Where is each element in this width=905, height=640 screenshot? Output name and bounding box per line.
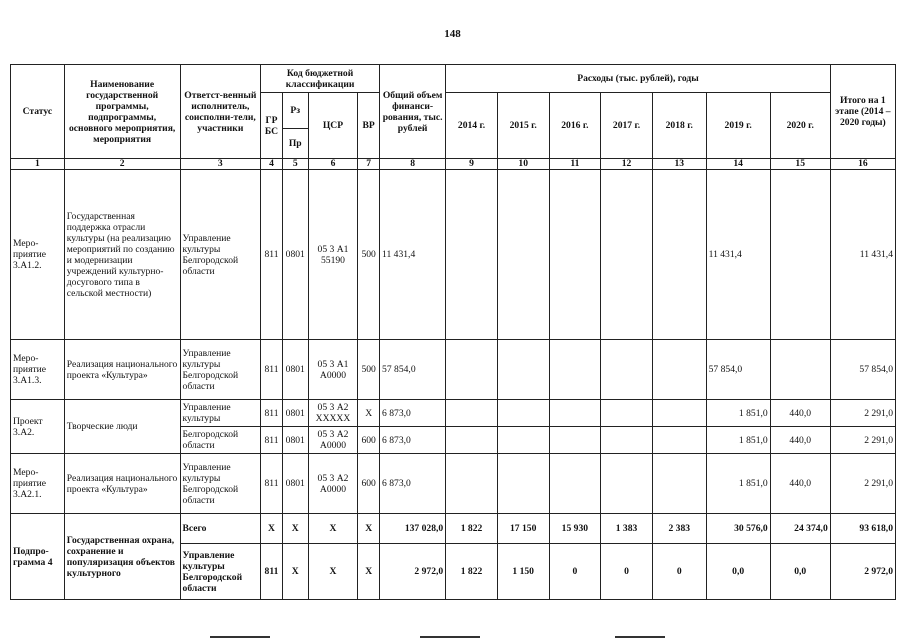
row-status: Подпро-грамма 4: [11, 514, 65, 600]
column-number: 14: [706, 159, 770, 170]
header-rz: Рз: [282, 93, 308, 129]
row-responsible: Управление культуры Белгородской области: [180, 340, 261, 400]
header-budget-code: Код бюджетной классификации: [261, 65, 380, 93]
row-vr: 600: [358, 454, 380, 514]
row-responsible: Управление культуры: [180, 400, 261, 427]
row-name: Творческие люди: [64, 400, 180, 454]
row-status: Проект 3.А2.: [11, 400, 65, 454]
row-total: 6 873,0: [380, 454, 446, 514]
row-2017: 1 383: [601, 514, 653, 544]
row-2016: [549, 170, 601, 340]
row-csr: Х: [308, 514, 358, 544]
row-2017: [601, 400, 653, 427]
row-vr: 500: [358, 340, 380, 400]
column-number: 1: [11, 159, 65, 170]
row-2014: 1 822: [446, 514, 498, 544]
row-2014: [446, 340, 498, 400]
row-2019: 0,0: [706, 544, 770, 600]
row-2015: [497, 454, 549, 514]
row-2014: 1 822: [446, 544, 498, 600]
row-2015: [497, 400, 549, 427]
column-number: 4: [261, 159, 283, 170]
header-year-2020: 2020 г.: [770, 93, 830, 159]
row-2019: 30 576,0: [706, 514, 770, 544]
row-vr: 600: [358, 427, 380, 454]
row-2020: 440,0: [770, 427, 830, 454]
row-responsible: Управление культуры Белгородской области: [180, 170, 261, 340]
row-responsible: Управление культуры Белгородской области: [180, 544, 261, 600]
column-number: 13: [652, 159, 706, 170]
row-responsible: Управление культуры Белгородской области: [180, 454, 261, 514]
row-2014: [446, 170, 498, 340]
row-2018: [652, 454, 706, 514]
row-rzpr: 0801: [282, 340, 308, 400]
row-stage-total: 57 854,0: [830, 340, 895, 400]
column-number: 15: [770, 159, 830, 170]
row-2015: [497, 340, 549, 400]
row-2015: [497, 427, 549, 454]
column-number: 2: [64, 159, 180, 170]
row-name: Реализация национального проекта «Культура»: [64, 340, 180, 400]
row-status: Меро-приятие 3.А1.3.: [11, 340, 65, 400]
row-status: Меро-приятие 3.А2.1.: [11, 454, 65, 514]
header-name: Наименование государственной программы, подпрограммы, основного мероприятия, мероприятия: [64, 65, 180, 159]
row-vr: Х: [358, 514, 380, 544]
budget-table: [10, 64, 896, 600]
header-year-2018: 2018 г.: [652, 93, 706, 159]
row-csr: 05 3 А1 55190: [308, 170, 358, 340]
row-2019: 1 851,0: [706, 400, 770, 427]
column-number: 16: [830, 159, 895, 170]
header-total-stage: Итого на 1 этапе (2014 – 2020 годы): [830, 65, 895, 159]
row-2019: 1 851,0: [706, 454, 770, 514]
header-year-2015: 2015 г.: [497, 93, 549, 159]
row-2015: [497, 170, 549, 340]
header-vr: ВР: [358, 93, 380, 159]
header-csr: ЦСР: [308, 93, 358, 159]
row-vr: Х: [358, 400, 380, 427]
row-2017: [601, 427, 653, 454]
row-2015: 17 150: [497, 514, 549, 544]
row-grbs: 811: [261, 340, 283, 400]
row-2018: [652, 400, 706, 427]
row-csr: 05 3 А2 А0000: [308, 427, 358, 454]
row-vr: Х: [358, 544, 380, 600]
row-total: 57 854,0: [380, 340, 446, 400]
row-2016: [549, 427, 601, 454]
header-year-2014: 2014 г.: [446, 93, 498, 159]
row-rzpr: Х: [282, 514, 308, 544]
row-rzpr: 0801: [282, 454, 308, 514]
header-year-2016: 2016 г.: [549, 93, 601, 159]
row-status: Меро-приятие 3.А1.2.: [11, 170, 65, 340]
row-grbs: 811: [261, 544, 283, 600]
row-total: 6 873,0: [380, 400, 446, 427]
row-2020: 440,0: [770, 400, 830, 427]
table-row: [11, 170, 896, 340]
row-grbs: Х: [261, 514, 283, 544]
row-2020: 440,0: [770, 454, 830, 514]
row-csr: 05 3 А2 А0000: [308, 454, 358, 514]
row-grbs: 811: [261, 427, 283, 454]
header-year-2017: 2017 г.: [601, 93, 653, 159]
header-responsible: Ответст-венный исполнитель, соисполни-тели, участники: [180, 65, 261, 159]
header-total-volume: Общий объем финанси-рования, тыс. рублей: [380, 65, 446, 159]
column-number: 6: [308, 159, 358, 170]
row-csr: 05 3 А1 А0000: [308, 340, 358, 400]
row-total: 6 873,0: [380, 427, 446, 454]
header-year-2019: 2019 г.: [706, 93, 770, 159]
column-number: 12: [601, 159, 653, 170]
row-stage-total: 93 618,0: [830, 514, 895, 544]
row-2016: [549, 340, 601, 400]
row-name: Реализация национального проекта «Культура»: [64, 454, 180, 514]
header-expenses: Расходы (тыс. рублей), годы: [446, 65, 831, 93]
row-2018: [652, 427, 706, 454]
row-grbs: 811: [261, 170, 283, 340]
row-rzpr: 0801: [282, 427, 308, 454]
row-responsible: Белгородской области: [180, 427, 261, 454]
column-number: 9: [446, 159, 498, 170]
scan-edge-marks: [0, 630, 905, 640]
row-rzpr: 0801: [282, 170, 308, 340]
row-total: 137 028,0: [380, 514, 446, 544]
row-responsible: Всего: [180, 514, 261, 544]
row-2014: [446, 427, 498, 454]
row-stage-total: 2 291,0: [830, 400, 895, 427]
row-csr: 05 3 А2 ХХХХХ: [308, 400, 358, 427]
header-status: Статус: [11, 65, 65, 159]
row-2019: 1 851,0: [706, 427, 770, 454]
row-rzpr: 0801: [282, 400, 308, 427]
row-vr: 500: [358, 170, 380, 340]
row-2016: [549, 454, 601, 514]
row-2014: [446, 400, 498, 427]
row-stage-total: 11 431,4: [830, 170, 895, 340]
row-2020: 0,0: [770, 544, 830, 600]
row-2019: 11 431,4: [706, 170, 770, 340]
table-row: [11, 514, 896, 544]
column-number: 3: [180, 159, 261, 170]
column-number: 7: [358, 159, 380, 170]
column-number: 8: [380, 159, 446, 170]
row-2016: 0: [549, 544, 601, 600]
row-2017: [601, 454, 653, 514]
header-grbs: ГР БС: [261, 93, 283, 159]
table-row: [11, 454, 896, 514]
table-row: [11, 400, 896, 427]
row-2019: 57 854,0: [706, 340, 770, 400]
row-grbs: 811: [261, 454, 283, 514]
column-number: 11: [549, 159, 601, 170]
row-2017: [601, 170, 653, 340]
row-2014: [446, 454, 498, 514]
row-2017: [601, 340, 653, 400]
row-2018: [652, 340, 706, 400]
row-stage-total: 2 972,0: [830, 544, 895, 600]
row-2017: 0: [601, 544, 653, 600]
row-stage-total: 2 291,0: [830, 427, 895, 454]
row-2018: 0: [652, 544, 706, 600]
row-2018: [652, 170, 706, 340]
row-total: 11 431,4: [380, 170, 446, 340]
row-2020: [770, 340, 830, 400]
row-name: Государственная охрана, сохранение и популяризация объектов культурного: [64, 514, 180, 600]
row-2020: [770, 170, 830, 340]
row-stage-total: 2 291,0: [830, 454, 895, 514]
row-grbs: 811: [261, 400, 283, 427]
row-rzpr: Х: [282, 544, 308, 600]
row-2016: [549, 400, 601, 427]
row-2018: 2 383: [652, 514, 706, 544]
column-number: 5: [282, 159, 308, 170]
page-number: 148: [444, 28, 461, 40]
row-name: Государственная поддержка отрасли культуры (на реализацию мероприятий по созданию и модернизации учреждений культурно-досугового типа в сельской местности): [64, 170, 180, 340]
row-2016: 15 930: [549, 514, 601, 544]
row-2015: 1 150: [497, 544, 549, 600]
table-row: [11, 340, 896, 400]
header-pr: Пр: [282, 129, 308, 159]
row-csr: Х: [308, 544, 358, 600]
column-number: 10: [497, 159, 549, 170]
row-total: 2 972,0: [380, 544, 446, 600]
row-2020: 24 374,0: [770, 514, 830, 544]
